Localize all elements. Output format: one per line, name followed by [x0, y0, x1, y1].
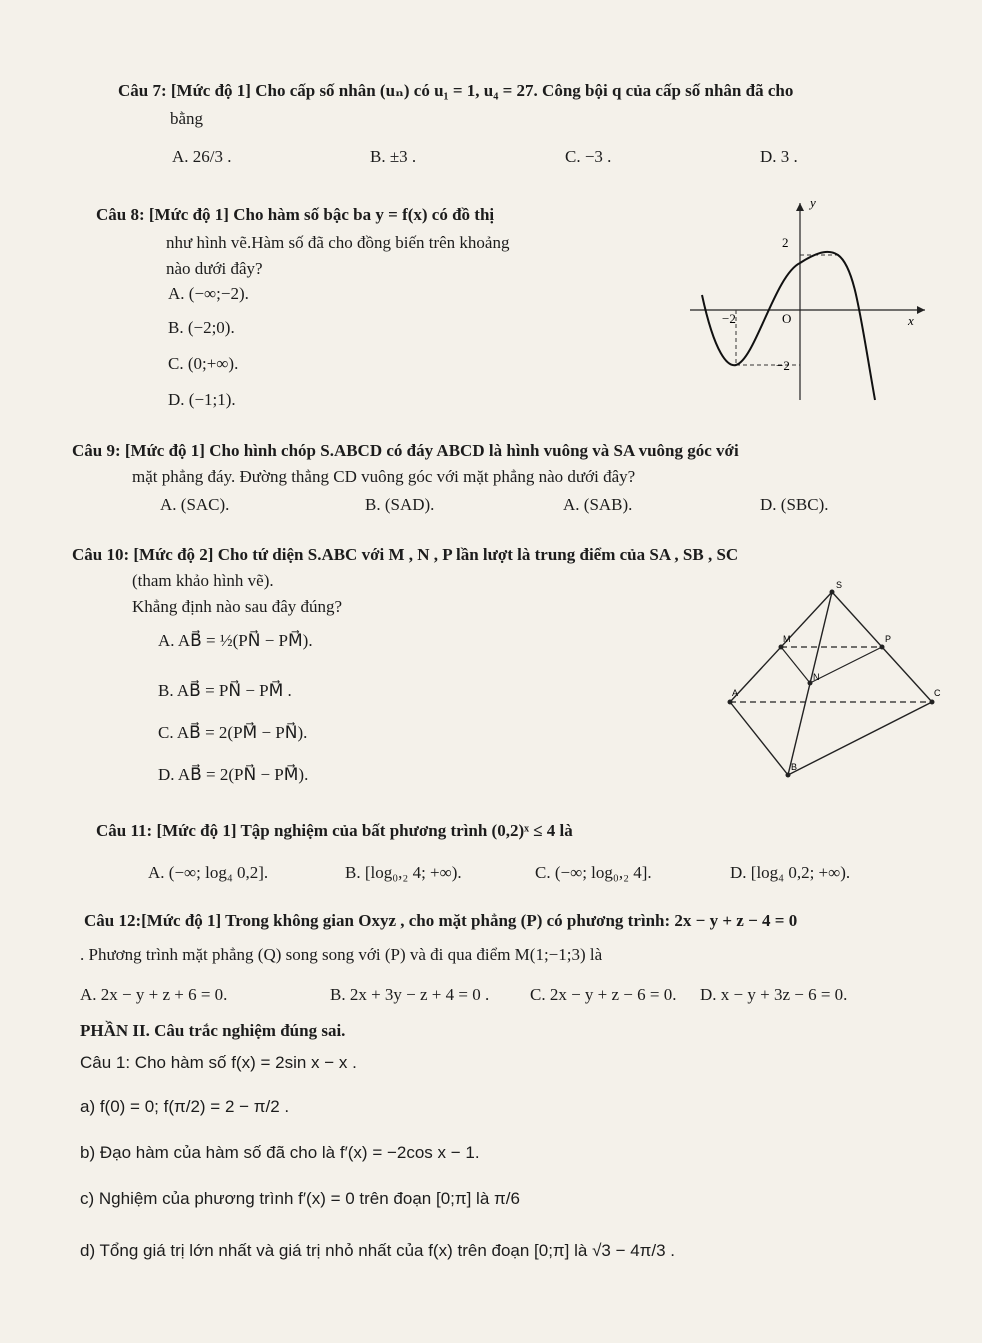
q11-option-a: A. (−∞; log₄ 0,2].	[148, 863, 269, 882]
part2-q1-a: a) f(0) = 0; f(π/2) = 2 − π/2 .	[80, 1097, 290, 1116]
q9-line1: Câu 9: [Mức độ 1] Cho hình chóp S.ABCD có đáy ABCD là hình vuông và SA vuông góc với	[72, 441, 739, 460]
q8-option-a: A. (−∞;−2).	[168, 284, 249, 303]
q8-line3: nào dưới đây?	[166, 259, 263, 278]
fig-label-s: S	[836, 580, 843, 590]
q7-option-d: D. 3 .	[760, 147, 798, 166]
part2-q1: Câu 1: Cho hàm số f(x) = 2sin x − x .	[80, 1053, 357, 1072]
fig-label-b: B	[791, 762, 798, 772]
q12-line1: Câu 12:[Mức độ 1] Trong không gian Oxyz , cho mặt phẳng (P) có phương trình: 2x − y + z − 4 = 0	[84, 911, 798, 930]
q10-option-b: B. AB⃗ = PN⃗ − PM⃗ .	[158, 681, 292, 700]
q10-option-d: D. AB⃗ = 2(PN⃗ − PM⃗).	[158, 765, 309, 784]
q8-option-b: B. (−2;0).	[168, 318, 235, 337]
tetrahedron-figure	[720, 580, 950, 790]
q8-line1: Câu 8: [Mức độ 1] Cho hàm số bậc ba y = f(x) có đồ thị	[96, 205, 495, 224]
fig-label-m: M	[783, 634, 791, 644]
fig-label-a: A	[732, 688, 739, 698]
q9-option-d: D. (SBC).	[760, 495, 829, 514]
graph-tick-x-neg: −2	[722, 311, 736, 326]
q10-line3: Khẳng định nào sau đây đúng?	[132, 597, 343, 616]
fig-label-p: P	[885, 634, 892, 644]
part2-q1-c: c) Nghiệm của phương trình f′(x) = 0 trên đoạn [0;π] là π/6	[80, 1189, 520, 1208]
q8-option-d: D. (−1;1).	[168, 390, 236, 409]
q9-option-c: A. (SAB).	[563, 495, 633, 514]
part2-title: PHẦN II. Câu trắc nghiệm đúng sai.	[80, 1021, 346, 1040]
q9-line2: mặt phẳng đáy. Đường thẳng CD vuông góc với mặt phẳng nào dưới đây?	[132, 467, 636, 486]
q12-option-a: A. 2x − y + z + 6 = 0.	[80, 985, 228, 1004]
q8-option-c: C. (0;+∞).	[168, 354, 239, 373]
q10-line1: Câu 10: [Mức độ 2] Cho tứ diện S.ABC với M , N , P lần lượt là trung điểm của SA , SB , SC	[72, 545, 739, 564]
q7-line2: bằng	[170, 109, 204, 128]
graph-origin-label: O	[782, 311, 792, 326]
q10-option-a: A. AB⃗ = ½(PN⃗ − PM⃗).	[158, 631, 313, 650]
graph-x-label: x	[908, 313, 914, 328]
q12-option-d: D. x − y + 3z − 6 = 0.	[700, 985, 848, 1004]
graph-tick-y-neg: −2	[776, 358, 790, 373]
part2-q1-b: b) Đạo hàm của hàm số đã cho là f′(x) = −2cos x − 1.	[80, 1143, 480, 1162]
q10-option-c: C. AB⃗ = 2(PM⃗ − PN⃗).	[158, 723, 308, 742]
q7-option-c: C. −3 .	[565, 147, 612, 166]
graph-tick-y-pos: 2	[782, 235, 789, 250]
q10-line2: (tham khảo hình vẽ).	[132, 571, 274, 590]
q11-option-d: D. [log₄ 0,2; +∞).	[730, 863, 851, 882]
q12-option-b: B. 2x + 3y − z + 4 = 0 .	[330, 985, 490, 1004]
q12-line2: . Phương trình mặt phẳng (Q) song song với (P) và đi qua điểm M(1;−1;3) là	[80, 945, 603, 964]
q7-line1: Câu 7: [Mức độ 1] Cho cấp số nhân (uₙ) có u₁ = 1, u₄ = 27. Công bội q của cấp số nhân đã cho	[118, 81, 794, 100]
q11-line1: Câu 11: [Mức độ 1] Tập nghiệm của bất phương trình (0,2)ˣ ≤ 4 là	[96, 821, 573, 840]
q11-option-c: C. (−∞; log₀,₂ 4].	[535, 863, 652, 882]
q12-option-c: C. 2x − y + z − 6 = 0.	[530, 985, 677, 1004]
q9-option-a: A. (SAC).	[160, 495, 230, 514]
fig-label-n: N	[813, 672, 820, 682]
q11-option-b: B. [log₀,₂ 4; +∞).	[345, 863, 462, 882]
q9-option-b: B. (SAD).	[365, 495, 435, 514]
part2-q1-d: d) Tổng giá trị lớn nhất và giá trị nhỏ nhất của f(x) trên đoạn [0;π] là √3 − 4π/3 .	[80, 1241, 676, 1260]
q8-line2: như hình vẽ.Hàm số đã cho đồng biến trên khoảng	[166, 233, 510, 252]
q7-option-a: A. 26/3 .	[172, 147, 232, 166]
graph-y-label: y	[810, 195, 816, 210]
q7-option-b: B. ±3 .	[370, 147, 417, 166]
fig-label-c: C	[934, 688, 941, 698]
cubic-graph	[680, 195, 940, 410]
